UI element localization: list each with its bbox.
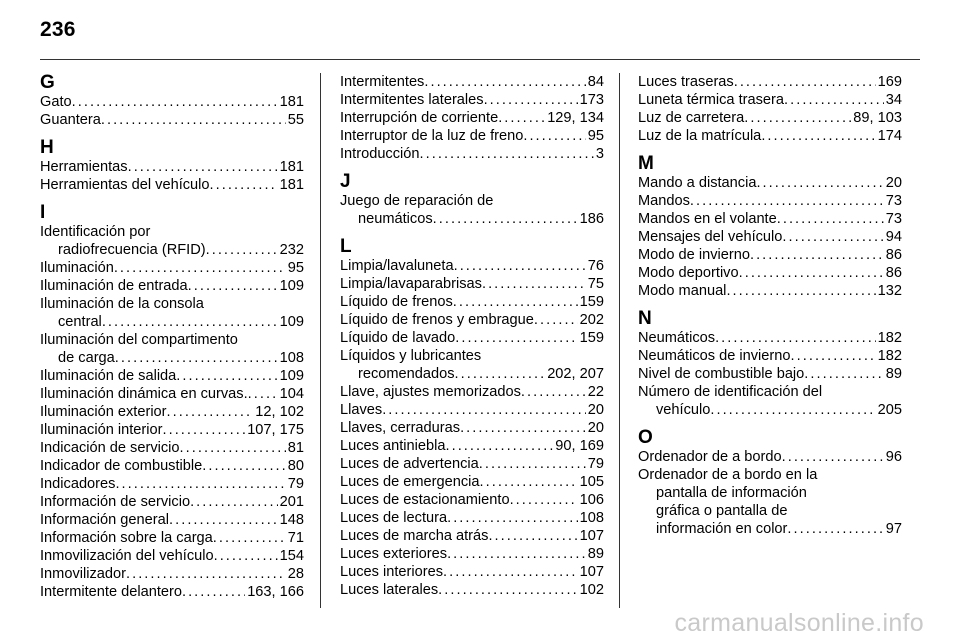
dot-leader xyxy=(739,264,884,282)
entry-title: Indicador de combustible xyxy=(40,458,203,474)
index-entry[interactable] xyxy=(638,264,902,282)
index-section xyxy=(638,309,902,419)
entry-title: Mandos xyxy=(638,193,690,209)
entry-page-number[interactable]: 108 xyxy=(579,510,604,526)
entry-page-number[interactable]: 20 xyxy=(885,175,902,191)
entry-title: Líquido de frenos y embrague xyxy=(340,312,534,328)
entry-title: Limpia/lavaparabrisas xyxy=(340,276,482,292)
entry-page-number[interactable]: 181 xyxy=(279,159,304,175)
entry-title: Modo deportivo xyxy=(638,265,739,281)
dot-leader xyxy=(787,520,883,538)
dot-leader xyxy=(455,329,577,347)
dot-leader xyxy=(523,127,585,145)
entry-page-number[interactable]: 79 xyxy=(287,476,304,492)
dot-leader xyxy=(782,228,883,246)
entry-page-number[interactable]: 90, 169 xyxy=(555,438,604,454)
index-entry[interactable] xyxy=(340,383,604,401)
entry-title: de carga xyxy=(58,350,115,366)
entry-page-number[interactable]: 182 xyxy=(877,330,902,346)
entry-title: vehículo xyxy=(656,402,711,418)
dot-leader xyxy=(190,493,278,511)
index-entry[interactable] xyxy=(638,329,902,347)
index-section xyxy=(40,73,304,129)
index-entry[interactable] xyxy=(340,293,604,311)
entry-title: Líquido de frenos xyxy=(340,294,453,310)
index-entry[interactable] xyxy=(340,109,604,127)
dot-leader xyxy=(202,457,286,475)
index-entry[interactable] xyxy=(638,192,902,210)
entry-title: Iluminación dinámica en curvas. xyxy=(40,386,248,402)
dot-leader xyxy=(206,241,278,259)
index-entry[interactable] xyxy=(638,73,902,91)
entry-title: Intermitentes xyxy=(340,74,425,90)
index-entry[interactable] xyxy=(40,439,304,457)
section-letter: M xyxy=(638,153,654,174)
entry-title: Indicadores xyxy=(40,476,116,492)
entry-title: Luz de la matrícula xyxy=(638,128,762,144)
entry-title: Neumáticos xyxy=(638,330,716,346)
index-entry[interactable] xyxy=(40,385,304,403)
dot-leader xyxy=(734,73,876,91)
entry-page-number[interactable]: 182 xyxy=(877,348,902,364)
entry-title: Ordenador de a bordo xyxy=(638,449,782,465)
dot-leader xyxy=(488,527,577,545)
entry-page-number[interactable]: 109 xyxy=(279,278,304,294)
entry-title: Gato xyxy=(40,94,72,110)
index-entry[interactable] xyxy=(638,210,902,228)
entry-title: Herramientas del vehículo xyxy=(40,177,210,193)
entry-title: Modo manual xyxy=(638,283,727,299)
dot-leader xyxy=(213,529,286,547)
dot-leader xyxy=(455,365,546,383)
dot-leader xyxy=(784,91,884,109)
index-entry[interactable] xyxy=(40,457,304,475)
index-entry[interactable] xyxy=(40,475,304,493)
section-letter: L xyxy=(340,236,352,257)
index-entry[interactable] xyxy=(340,527,604,545)
index-entry[interactable] xyxy=(340,329,604,347)
entry-title: Luces de advertencia xyxy=(340,456,479,472)
entry-title: Indicación de servicio xyxy=(40,440,180,456)
entry-text-line: Iluminación de la consola xyxy=(40,296,204,312)
dot-leader xyxy=(756,174,883,192)
entry-page-number[interactable]: 105 xyxy=(579,474,604,490)
dot-leader xyxy=(777,210,884,228)
dot-leader xyxy=(460,419,586,437)
entry-page-number[interactable]: 181 xyxy=(279,177,304,193)
entry-page-number[interactable]: 71 xyxy=(287,530,304,546)
index-entry[interactable] xyxy=(638,383,902,419)
index-entry[interactable] xyxy=(40,367,304,385)
index-entry[interactable] xyxy=(340,563,604,581)
entry-page-number[interactable]: 186 xyxy=(579,211,604,227)
index-section xyxy=(340,172,604,228)
section-letter: I xyxy=(40,202,46,223)
entry-title: Intermitentes laterales xyxy=(340,92,484,108)
entry-title: Luces de emergencia xyxy=(340,474,480,490)
entry-page-number[interactable]: 202, 207 xyxy=(547,366,604,382)
entry-title: Luz de carretera xyxy=(638,110,745,126)
entry-title: Herramientas xyxy=(40,159,128,175)
entry-title: Neumáticos de invierno xyxy=(638,348,791,364)
entry-page-number[interactable]: 107 xyxy=(579,564,604,580)
dot-leader xyxy=(454,257,586,275)
index-entry[interactable] xyxy=(638,228,902,246)
entry-title: Iluminación de salida xyxy=(40,368,177,384)
entry-title: Inmovilización del vehículo xyxy=(40,548,214,564)
dot-leader xyxy=(521,383,586,401)
dot-leader xyxy=(182,583,245,601)
entry-title: Luces interiores xyxy=(340,564,444,580)
dot-leader xyxy=(214,547,278,565)
index-entry[interactable] xyxy=(638,282,902,300)
dot-leader xyxy=(804,365,883,383)
entry-title: Intermitente delantero xyxy=(40,584,182,600)
index-section xyxy=(638,428,902,538)
entry-title: Interruptor de la luz de freno xyxy=(340,128,524,144)
entry-page-number[interactable]: 76 xyxy=(587,258,604,274)
entry-page-number[interactable]: 20 xyxy=(587,420,604,436)
index-column-3 xyxy=(638,73,902,608)
entry-title: Inmovilizador xyxy=(40,566,126,582)
entry-title: Iluminación exterior xyxy=(40,404,167,420)
entry-page-number[interactable]: 109 xyxy=(279,368,304,384)
dot-leader xyxy=(438,581,577,599)
index-entry[interactable] xyxy=(340,275,604,293)
section-letter: O xyxy=(638,427,653,448)
entry-title: Llaves xyxy=(340,402,383,418)
dot-leader xyxy=(750,246,884,264)
entry-title: radiofrecuencia (RFID) xyxy=(58,242,206,258)
entry-page-number[interactable]: 95 xyxy=(287,260,304,276)
entry-title: Iluminación de entrada xyxy=(40,278,188,294)
entry-page-number[interactable]: 73 xyxy=(885,193,902,209)
section-letter: N xyxy=(638,308,652,329)
entry-page-number[interactable]: 232 xyxy=(279,242,304,258)
entry-title: Información sobre la carga xyxy=(40,530,213,546)
entry-page-number[interactable]: 73 xyxy=(885,211,902,227)
dot-leader xyxy=(433,210,578,228)
dot-leader xyxy=(126,565,286,583)
entry-title: Introducción xyxy=(340,146,420,162)
entry-title: Mensajes del vehículo xyxy=(638,229,783,245)
header-rule xyxy=(40,59,920,60)
entry-title: Luces de estacionamiento xyxy=(340,492,510,508)
dot-leader xyxy=(210,176,278,194)
entry-page-number[interactable]: 86 xyxy=(885,265,902,281)
entry-title: Luces exteriores xyxy=(340,546,448,562)
entry-title: Luces de lectura xyxy=(340,510,448,526)
index-entry[interactable] xyxy=(40,93,304,111)
dot-leader xyxy=(176,367,277,385)
index-entry[interactable] xyxy=(40,403,304,421)
entry-page-number[interactable]: 22 xyxy=(587,384,604,400)
index-entry[interactable] xyxy=(638,109,902,127)
index-entry[interactable] xyxy=(340,581,604,599)
entry-page-number[interactable]: 163, 166 xyxy=(247,584,304,600)
index-entry[interactable] xyxy=(40,331,304,367)
index-entry[interactable] xyxy=(340,437,604,455)
column-divider xyxy=(619,73,620,608)
entry-text-line: Líquidos y lubricantes xyxy=(340,348,482,364)
entry-title: Mandos en el volante xyxy=(638,211,777,227)
index-entry[interactable] xyxy=(40,295,304,331)
entry-page-number[interactable]: 173 xyxy=(579,92,604,108)
dot-leader xyxy=(761,127,875,145)
entry-page-number[interactable]: 102 xyxy=(579,582,604,598)
index-entry[interactable] xyxy=(340,91,604,109)
index-entry[interactable] xyxy=(340,473,604,491)
index-entry[interactable] xyxy=(40,511,304,529)
index-entry[interactable] xyxy=(340,311,604,329)
entry-title: Mando a distancia xyxy=(638,175,757,191)
dot-leader xyxy=(180,439,286,457)
index-column-1 xyxy=(40,73,304,608)
entry-page-number[interactable]: 20 xyxy=(587,402,604,418)
index-entry[interactable] xyxy=(340,257,604,275)
entry-title: Luces traseras xyxy=(638,74,734,90)
index-entry[interactable] xyxy=(340,145,604,163)
entry-text-line: Número de identificación del xyxy=(638,384,823,400)
entry-page-number[interactable]: 95 xyxy=(587,128,604,144)
dot-leader xyxy=(72,93,278,111)
entry-page-number[interactable]: 132 xyxy=(877,283,902,299)
index-section xyxy=(638,154,902,300)
entry-text-line: Iluminación del compartimento xyxy=(40,332,238,348)
entry-page-number[interactable]: 202 xyxy=(579,312,604,328)
entry-page-number[interactable]: 159 xyxy=(579,330,604,346)
index-entry[interactable] xyxy=(638,347,902,365)
index-section xyxy=(40,138,304,194)
column-divider xyxy=(320,73,321,608)
entry-page-number[interactable]: 129, 134 xyxy=(547,110,604,126)
index-entry[interactable] xyxy=(340,73,604,91)
index-entry[interactable] xyxy=(638,365,902,383)
entry-page-number[interactable]: 174 xyxy=(877,128,902,144)
entry-title: Información de servicio xyxy=(40,494,191,510)
dot-leader xyxy=(726,282,875,300)
index-entry[interactable] xyxy=(638,246,902,264)
page-number: 236 xyxy=(40,18,76,41)
index-entry[interactable] xyxy=(340,192,604,228)
entry-page-number[interactable]: 205 xyxy=(877,402,902,418)
dot-leader xyxy=(447,545,586,563)
index-entry[interactable] xyxy=(40,547,304,565)
dot-leader xyxy=(169,511,278,529)
dot-leader xyxy=(188,277,278,295)
entry-page-number[interactable]: 75 xyxy=(587,276,604,292)
index-entry[interactable] xyxy=(638,448,902,466)
index-section xyxy=(340,237,604,599)
entry-page-number[interactable]: 107, 175 xyxy=(247,422,304,438)
entry-title: Luces de marcha atrás xyxy=(340,528,489,544)
entry-page-number[interactable]: 80 xyxy=(287,458,304,474)
entry-page-number[interactable]: 96 xyxy=(885,449,902,465)
index-entry[interactable] xyxy=(40,493,304,511)
index-entry[interactable] xyxy=(638,127,902,145)
dot-leader xyxy=(420,145,594,163)
index-section xyxy=(40,203,304,601)
entry-title: Limpia/lavaluneta xyxy=(340,258,454,274)
dot-leader xyxy=(534,311,578,329)
entry-title: Modo de invierno xyxy=(638,247,750,263)
index-entry[interactable] xyxy=(40,421,304,439)
dot-leader xyxy=(128,158,278,176)
dot-leader xyxy=(744,109,851,127)
entry-text-line: Juego de reparación de xyxy=(340,193,494,209)
dot-leader xyxy=(715,329,876,347)
entry-page-number[interactable]: 3 xyxy=(595,146,604,162)
dot-leader xyxy=(445,437,553,455)
entry-title: Nivel de combustible bajo xyxy=(638,366,805,382)
entry-page-number[interactable]: 106 xyxy=(579,492,604,508)
entry-page-number[interactable]: 79 xyxy=(587,456,604,472)
dot-leader xyxy=(424,73,585,91)
index-entry[interactable] xyxy=(40,277,304,295)
index-entry[interactable] xyxy=(40,583,304,601)
index-entry[interactable] xyxy=(40,223,304,259)
index-entry[interactable] xyxy=(340,347,604,383)
dot-leader xyxy=(484,91,578,109)
entry-page-number[interactable]: 107 xyxy=(579,528,604,544)
dot-leader xyxy=(482,275,586,293)
index-entry[interactable] xyxy=(40,565,304,583)
dot-leader xyxy=(710,401,875,419)
dot-leader xyxy=(479,455,586,473)
entry-page-number[interactable]: 181 xyxy=(279,94,304,110)
section-letter: J xyxy=(340,171,351,192)
index-entry[interactable] xyxy=(40,176,304,194)
entry-title: Interrupción de corriente xyxy=(340,110,499,126)
index-entry[interactable] xyxy=(340,491,604,509)
entry-page-number[interactable]: 104 xyxy=(279,386,304,402)
dot-leader xyxy=(114,259,286,277)
index-section xyxy=(340,73,604,163)
section-letter: G xyxy=(40,72,55,93)
dot-leader xyxy=(167,403,254,421)
entry-page-number[interactable]: 94 xyxy=(885,229,902,245)
index-entry[interactable] xyxy=(40,158,304,176)
index-column-2 xyxy=(340,73,604,608)
entry-title: Guantera xyxy=(40,112,101,128)
index-entry[interactable] xyxy=(340,127,604,145)
index-entry[interactable] xyxy=(40,259,304,277)
dot-leader xyxy=(447,509,578,527)
entry-text-line: gráfica o pantalla de xyxy=(656,503,788,519)
index-entry[interactable] xyxy=(638,466,902,538)
entry-page-number[interactable]: 28 xyxy=(287,566,304,582)
entry-page-number[interactable]: 89 xyxy=(885,366,902,382)
entry-title: Luces antiniebla xyxy=(340,438,446,454)
index-entry[interactable] xyxy=(340,455,604,473)
index-entry[interactable] xyxy=(638,174,902,192)
entry-page-number[interactable]: 201 xyxy=(279,494,304,510)
entry-page-number[interactable]: 97 xyxy=(885,521,902,537)
entry-page-number[interactable]: 86 xyxy=(885,247,902,263)
dot-leader xyxy=(498,109,545,127)
entry-page-number[interactable]: 108 xyxy=(279,350,304,366)
entry-text-line: pantalla de información xyxy=(656,485,807,501)
entry-page-number[interactable]: 89 xyxy=(587,546,604,562)
entry-page-number[interactable]: 89, 103 xyxy=(853,110,902,126)
entry-title: neumáticos xyxy=(358,211,433,227)
entry-title: información en color xyxy=(656,521,788,537)
entry-text-line: Ordenador de a bordo en la xyxy=(638,467,818,483)
dot-leader xyxy=(248,385,278,403)
index-entry[interactable] xyxy=(340,401,604,419)
dot-leader xyxy=(453,293,578,311)
entry-title: central xyxy=(58,314,102,330)
entry-page-number[interactable]: 154 xyxy=(279,548,304,564)
entry-title: Luces laterales xyxy=(340,582,439,598)
dot-leader xyxy=(690,192,884,210)
dot-leader xyxy=(791,347,876,365)
entry-page-number[interactable]: 55 xyxy=(287,112,304,128)
entry-title: Iluminación interior xyxy=(40,422,163,438)
section-letter: H xyxy=(40,137,54,158)
dot-leader xyxy=(382,401,586,419)
entry-text-line: Identificación por xyxy=(40,224,151,240)
index-entry[interactable] xyxy=(340,545,604,563)
dot-leader xyxy=(115,349,278,367)
dot-leader xyxy=(101,111,286,129)
entry-page-number[interactable]: 159 xyxy=(579,294,604,310)
entry-title: Líquido de lavado xyxy=(340,330,456,346)
dot-leader xyxy=(115,475,285,493)
index-section xyxy=(638,73,902,145)
dot-leader xyxy=(480,473,578,491)
entry-title: recomendados xyxy=(358,366,455,382)
dot-leader xyxy=(162,421,245,439)
entry-page-number[interactable]: 84 xyxy=(587,74,604,90)
index-entry[interactable] xyxy=(340,509,604,527)
entry-title: Iluminación xyxy=(40,260,114,276)
entry-page-number[interactable]: 148 xyxy=(279,512,304,528)
dot-leader xyxy=(443,563,578,581)
dot-leader xyxy=(102,313,278,331)
entry-page-number[interactable]: 34 xyxy=(885,92,902,108)
entry-title: Llave, ajustes memorizados xyxy=(340,384,521,400)
index-entry[interactable] xyxy=(638,91,902,109)
index-entry[interactable] xyxy=(40,529,304,547)
index-entry[interactable] xyxy=(340,419,604,437)
entry-page-number[interactable]: 81 xyxy=(287,440,304,456)
entry-title: Información general xyxy=(40,512,169,528)
entry-title: Luneta térmica trasera xyxy=(638,92,785,108)
index-entry[interactable] xyxy=(40,111,304,129)
watermark: carmanualsonline.info xyxy=(674,609,924,637)
entry-page-number[interactable]: 169 xyxy=(877,74,902,90)
entry-page-number[interactable]: 109 xyxy=(279,314,304,330)
entry-page-number[interactable]: 12, 102 xyxy=(255,404,304,420)
entry-title: Llaves, cerraduras xyxy=(340,420,461,436)
dot-leader xyxy=(782,448,884,466)
dot-leader xyxy=(510,491,578,509)
